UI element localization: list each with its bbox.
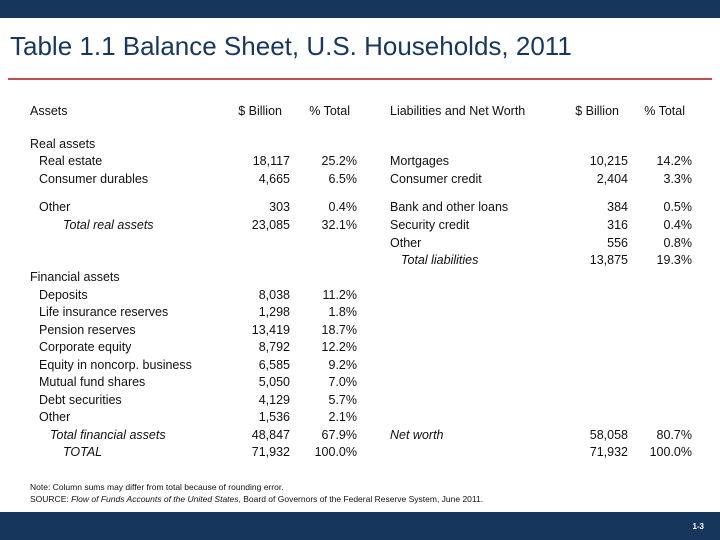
real-assets-heading: Real assets	[30, 137, 96, 151]
net-worth-label: Net worth	[390, 428, 444, 442]
asset-value: 1,536	[258, 410, 290, 424]
asset-pct: 2.1%	[328, 410, 357, 424]
asset-pct: 0.4%	[328, 200, 357, 214]
asset-pct: 5.7%	[328, 393, 357, 407]
liability-pct: 0.8%	[663, 236, 692, 250]
source-prefix: SOURCE:	[30, 494, 72, 504]
total-liabilities-net-worth-pct: 100.0%	[649, 445, 692, 459]
total-liabilities-value: 13,875	[589, 253, 628, 267]
asset-pct: 12.2%	[321, 340, 357, 354]
liability-pct: 3.3%	[663, 172, 692, 186]
asset-pct: 7.0%	[328, 375, 357, 389]
asset-label: Consumer durables	[39, 172, 149, 186]
asset-pct: 1.8%	[328, 305, 357, 319]
total-assets-label: TOTAL	[63, 445, 103, 459]
liability-label: Bank and other loans	[390, 200, 509, 214]
liability-pct: 14.2%	[656, 154, 692, 168]
total-liabilities-net-worth-value: 71,932	[589, 445, 628, 459]
liability-label: Consumer credit	[390, 172, 482, 186]
source-title: Flow of Funds Accounts of the United States	[71, 494, 239, 504]
liability-value: 10,215	[589, 154, 628, 168]
top-banner	[0, 0, 720, 18]
liability-value: 556	[607, 236, 628, 250]
bottom-banner	[0, 512, 720, 540]
asset-value: 8,792	[258, 340, 290, 354]
total-real-assets-label: Total real assets	[63, 218, 154, 232]
total-liabilities-pct: 19.3%	[656, 253, 692, 267]
asset-pct: 25.2%	[321, 154, 357, 168]
asset-label: Corporate equity	[39, 340, 132, 354]
liability-pct: 0.5%	[663, 200, 692, 214]
asset-value: 18,117	[252, 154, 290, 168]
asset-value: 6,585	[258, 358, 290, 372]
slide-title: Table 1.1 Balance Sheet, U.S. Households, 2011	[10, 31, 572, 61]
asset-label: Pension reserves	[39, 323, 136, 337]
liability-label: Security credit	[390, 218, 470, 232]
asset-label: Deposits	[39, 288, 88, 302]
header-liabilities: Liabilities and Net Worth	[390, 104, 526, 118]
asset-value: 4,129	[258, 393, 290, 407]
asset-pct: 9.2%	[328, 358, 357, 372]
asset-label: Equity in noncorp. business	[39, 358, 192, 372]
source-suffix: , Board of Governors of the Federal Reserve System, June 2011.	[238, 494, 484, 504]
asset-value: 303	[269, 200, 290, 214]
liability-value: 316	[607, 218, 628, 232]
asset-pct: 11.2%	[322, 288, 357, 302]
asset-label: Real estate	[39, 154, 103, 168]
liability-value: 2,404	[596, 172, 628, 186]
header-billion-left: $ Billion	[238, 104, 282, 118]
total-assets-value: 71,932	[251, 445, 290, 459]
asset-value: 8,038	[258, 288, 290, 302]
asset-pct: 6.5%	[328, 172, 357, 186]
header-pct-left: % Total	[309, 104, 350, 118]
source-note	[30, 494, 483, 505]
asset-value: 13,419	[251, 323, 290, 337]
liability-value: 384	[607, 200, 628, 214]
asset-pct: 18.7%	[321, 323, 357, 337]
asset-label: Mutual fund shares	[39, 375, 146, 389]
footnote: Note: Column sums may differ from total because of rounding error.	[30, 482, 284, 492]
total-assets-pct: 100.0%	[314, 445, 357, 459]
asset-value: 4,665	[258, 172, 290, 186]
liability-label: Mortgages	[390, 154, 450, 168]
asset-label: Life insurance reserves	[39, 305, 169, 319]
total-real-assets-pct: 32.1%	[321, 218, 357, 232]
header-assets: Assets	[30, 104, 68, 118]
asset-value: 5,050	[258, 375, 290, 389]
asset-label: Other	[39, 200, 71, 214]
total-real-assets-value: 23,085	[251, 218, 290, 232]
net-worth-pct: 80.7%	[656, 428, 692, 442]
header-pct-right: % Total	[644, 104, 685, 118]
total-financial-assets-pct: 67.9%	[321, 428, 357, 442]
liability-label: Other	[390, 236, 422, 250]
liability-pct: 0.4%	[663, 218, 692, 232]
total-financial-assets-label: Total financial assets	[50, 428, 166, 442]
financial-assets-heading: Financial assets	[30, 270, 120, 284]
asset-label: Other	[39, 410, 71, 424]
asset-label: Debt securities	[39, 393, 122, 407]
asset-value: 1,298	[258, 305, 290, 319]
total-liabilities-label: Total liabilities	[401, 253, 479, 267]
header-billion-right: $ Billion	[575, 104, 619, 118]
net-worth-value: 58,058	[589, 428, 628, 442]
page-number: 1-3	[692, 522, 704, 531]
total-financial-assets-value: 48,847	[251, 428, 290, 442]
title-divider	[8, 78, 712, 80]
